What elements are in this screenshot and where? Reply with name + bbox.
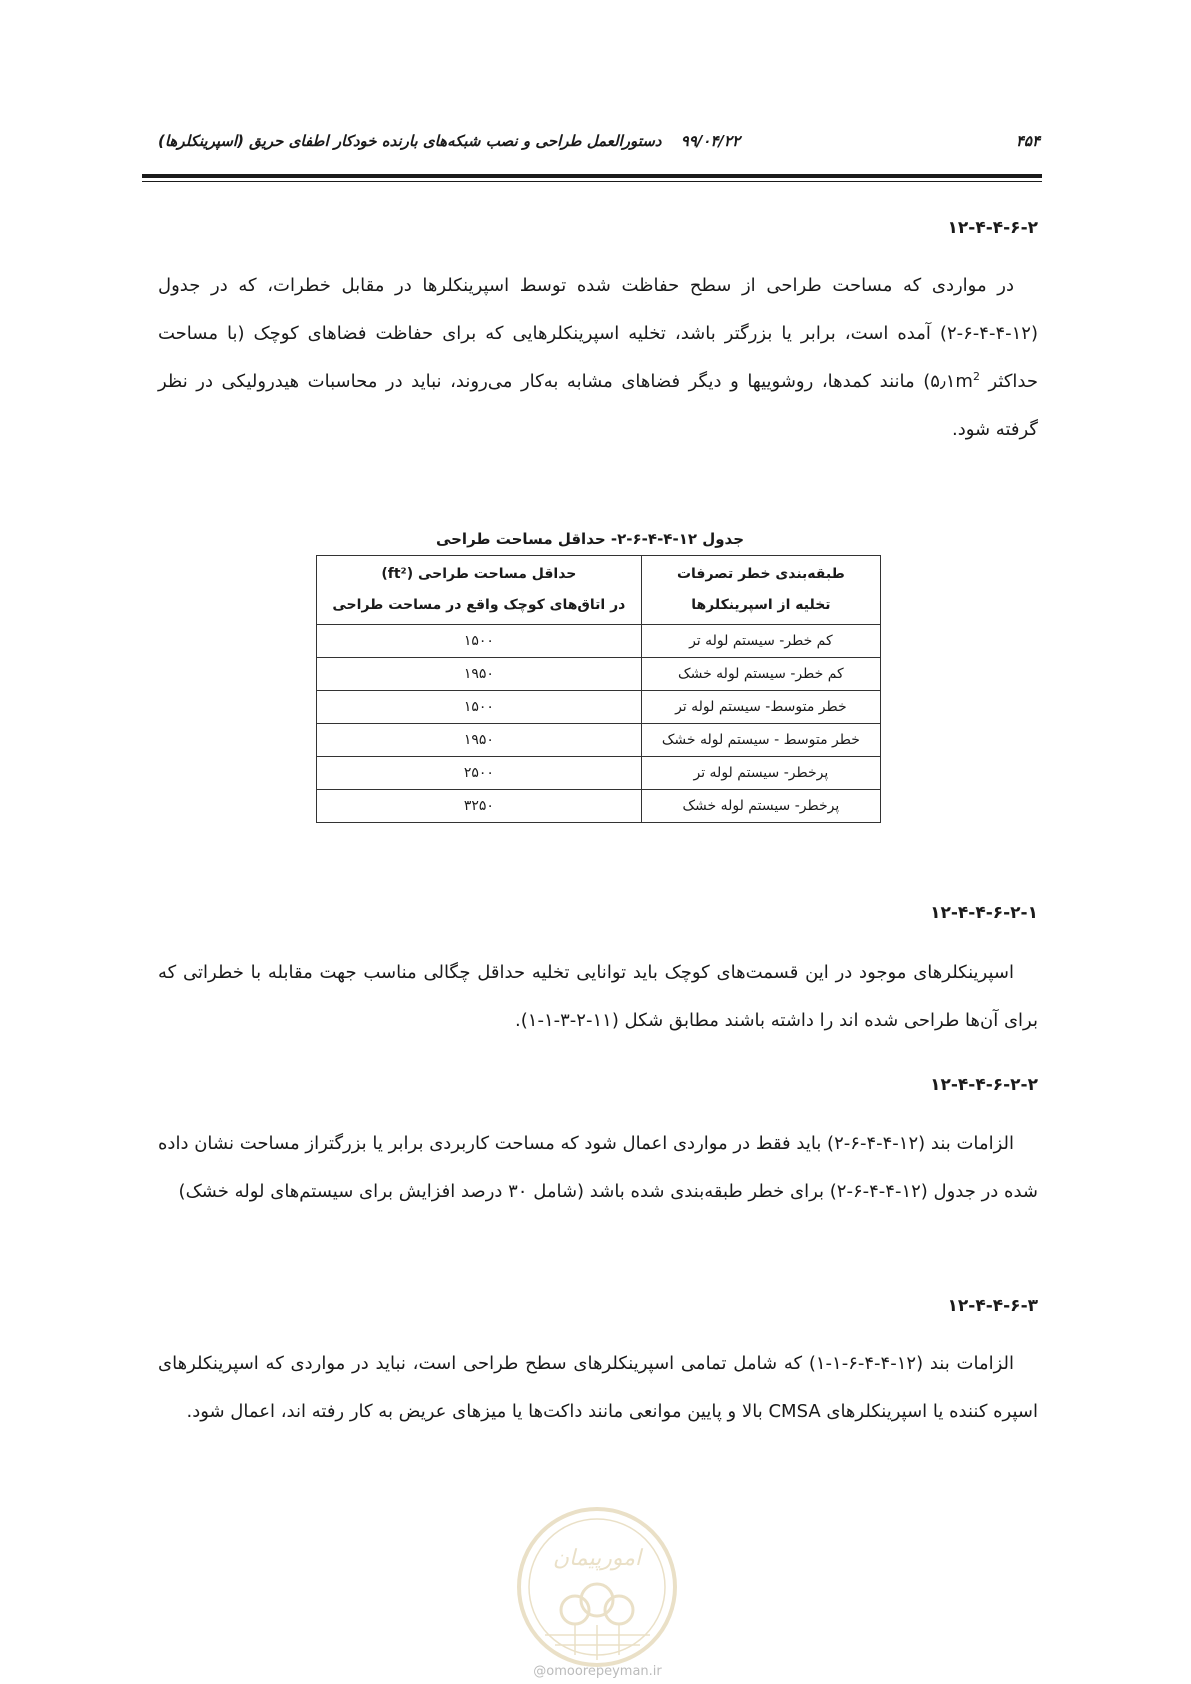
table-cell-hazard: خطر متوسط - سیستم لوله خشک (641, 724, 880, 757)
table-row (317, 625, 881, 658)
section-paragraph (158, 262, 1038, 454)
section-paragraph: الزامات بند (۱۲-۴-۴-۶-۱-۱) که شامل تمامی اسپرینکلرهای سطح طراحی است، نباید در مواردی که اسپرینکلرهای اسپره کننده یا اسپرینکلرهای CMSA بالا و پایین موانعی مانند داکت‌ها یا میزهای عریض به کار رفته اند، اعمال شود. (158, 1353, 1038, 1422)
design-area-table (316, 555, 881, 823)
table-cell-hazard: پرخطر- سیستم لوله تر (641, 757, 880, 790)
table-row (317, 658, 881, 691)
section-number: ۱۲-۴-۴-۶-۲-۱ (930, 903, 1038, 923)
table-header-hazard (641, 556, 880, 625)
section-paragraph: الزامات بند (۱۲-۴-۴-۶-۲) باید فقط در مواردی اعمال شود که مساحت کاربردی برابر یا بزرگتراز مساحت نشان داده شده در جدول (۱۲-۴-۴-۶-۲) برای خطر طبقه‌بندی شده باشد (شامل ۳۰ درصد افزایش برای سیستم‌های لوله خشک) (158, 1133, 1038, 1202)
table-row (317, 724, 881, 757)
page-header (150, 132, 1040, 162)
table-cell-area: ۱۹۵۰ (317, 724, 642, 757)
table-row (317, 757, 881, 790)
header-line: تخلیه از اسپرینکلرها (691, 597, 831, 613)
header-line: در اتاق‌های کوچک واقع در مساحت طراحی (332, 597, 626, 613)
section-number: ۱۲-۴-۴-۶-۳ (947, 1296, 1038, 1316)
watermark-logo-text: امورپیمان (552, 1546, 642, 1571)
watermark-site: @omoorepeyman.ir (533, 1664, 662, 1679)
table-cell-hazard: کم خطر- سیستم لوله تر (641, 625, 880, 658)
table-caption: جدول ۱۲-۴-۴-۶-۲- حداقل مساحت طراحی (435, 530, 745, 548)
table-row (317, 691, 881, 724)
table-cell-hazard: خطر متوسط- سیستم لوله تر (641, 691, 880, 724)
header-line: حداقل مساحت طراحی (ft²) (381, 566, 577, 582)
paragraph-text: در مواردی که مساحت طراحی از سطح حفاظت شده توسط اسپرینکلرها در مقابل خطرات، که در جدول (۱۲-۴-۴-۶-۲) آمده است، برابر یا بزرگتر باشد، تخلیه اسپرینکلرهایی که برای حفاظت فضاهای کوچک (با مساحت حداکثر ۵٫۱m (158, 275, 1038, 392)
header-date: ۹۹/۰۴/۲۲ (680, 132, 740, 150)
superscript: 2 (972, 370, 980, 383)
section-number: ۱۲-۴-۴-۶-۲-۲ (930, 1075, 1038, 1095)
header-line: طبقه‌بندی خطر تصرفات (676, 566, 845, 582)
section-paragraph: اسپرینکلرهای موجود در این قسمت‌های کوچک باید توانایی تخلیه حداقل چگالی مناسب جهت مقابله با خطراتی که برای آن‌ها طراحی شده اند را داشته باشند مطابق شکل (۱۱-۲-۳-۱-۱). (158, 962, 1038, 1031)
paragraph-text: ) مانند کمدها، روشوییها و دیگر فضاهای مشابه به‌کار می‌روند، نباید در محاسبات هیدرولیکی در نظر گرفته شود. (158, 371, 1038, 440)
table-cell-area: ۱۵۰۰ (317, 625, 642, 658)
table-header-row (317, 556, 881, 625)
table-cell-area: ۱۵۰۰ (317, 691, 642, 724)
table-cell-area: ۳۲۵۰ (317, 790, 642, 823)
table-cell-area: ۲۵۰۰ (317, 757, 642, 790)
header-rule-thick (142, 174, 1042, 178)
table-row (317, 790, 881, 823)
page-number: ۴۵۴ (1015, 132, 1040, 150)
seal-icon (515, 1505, 680, 1670)
table-header-area (317, 556, 642, 625)
table-cell-hazard: کم خطر- سیستم لوله خشک (641, 658, 880, 691)
header-title: دستورالعمل طراحی و نصب شبکه‌های بارنده خودکار اطفای حریق (اسپرینکلرها) (158, 132, 662, 150)
table-cell-area: ۱۹۵۰ (317, 658, 642, 691)
watermark-site-text: omoorepeyman.ir (546, 1664, 662, 1679)
section-number: ۱۲-۴-۴-۶-۲ (947, 218, 1038, 238)
header-rule-thin (142, 181, 1042, 182)
table-cell-hazard: پرخطر- سیستم لوله خشک (641, 790, 880, 823)
